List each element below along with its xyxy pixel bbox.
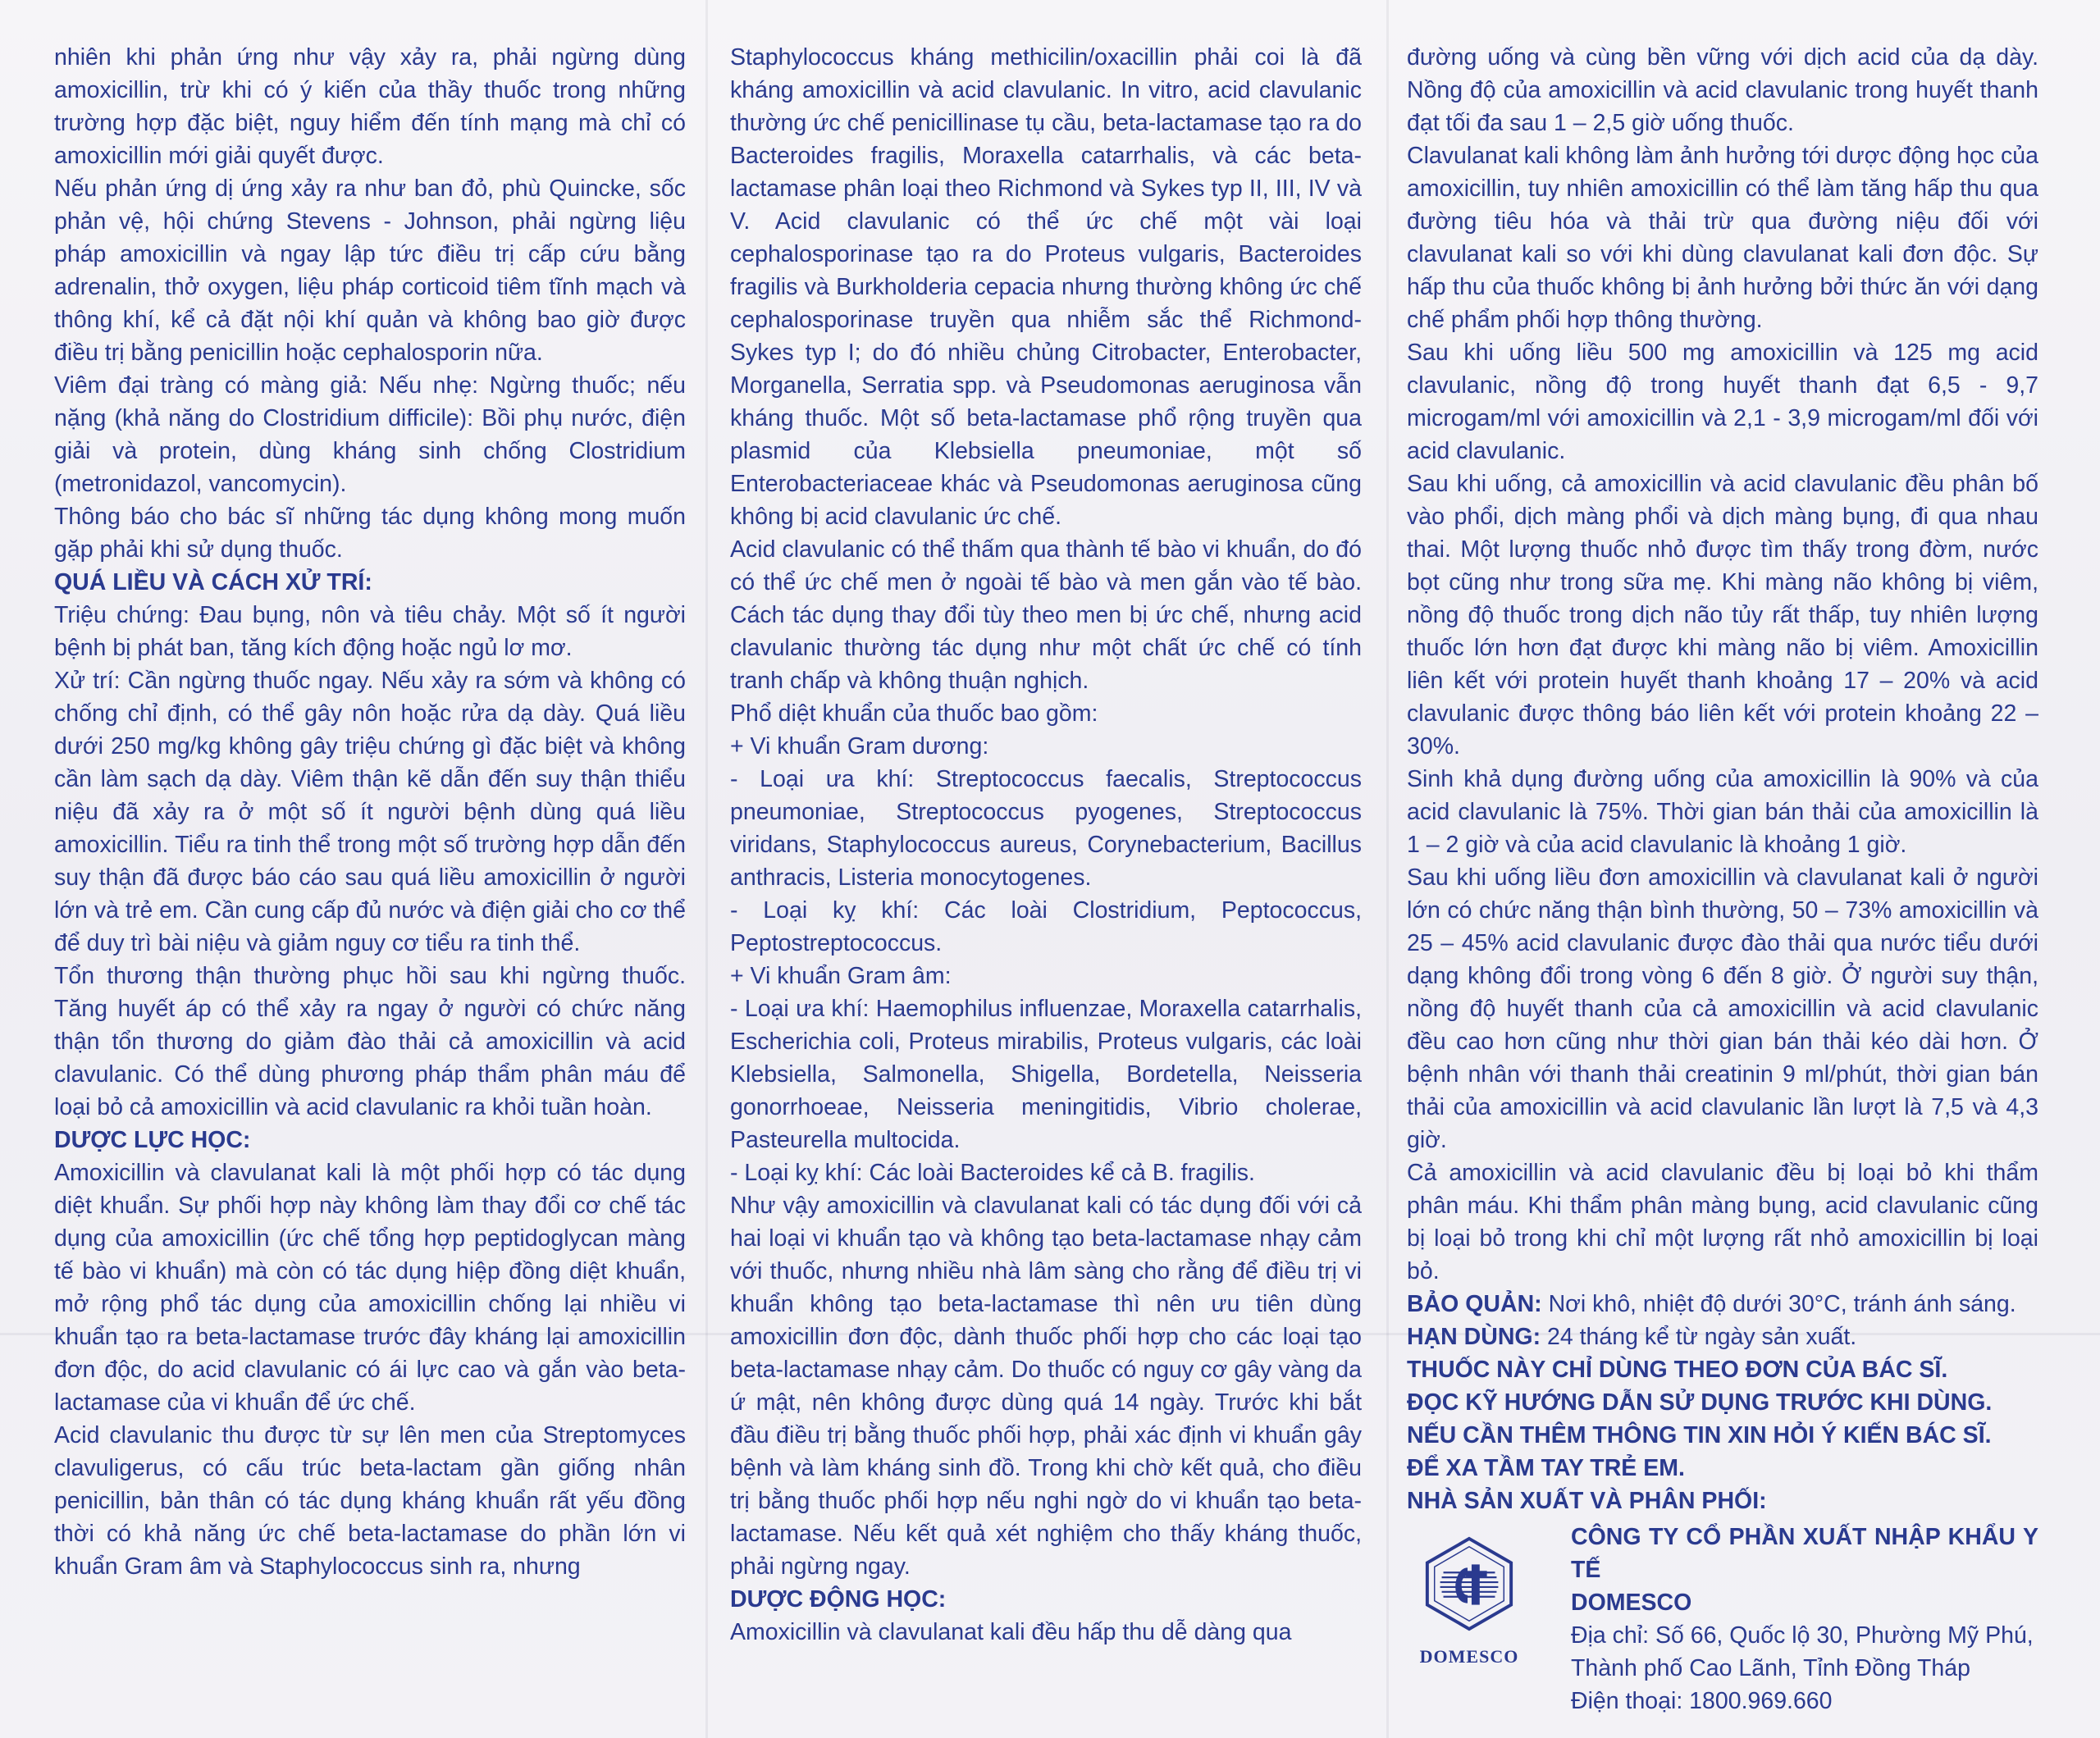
section-heading: QUÁ LIỀU VÀ CÁCH XỬ TRÍ: xyxy=(54,569,372,595)
company-address: Địa chỉ: Số 66, Quốc lộ 30, Phường Mỹ Phú, xyxy=(1571,1622,2034,1649)
paragraph: Sau khi uống, cả amoxicillin và acid clavulanic đều phân bố vào phổi, dịch màng phổi và dịch màng bụng, đi qua nhau thai. Một lượng thuốc nhỏ được tìm thấy trong đờm, nước bọt cũng như trong sữa mẹ. Khi màng não không bị viêm, nồng độ thuốc trong dịch não tủy rất thấp, tuy nhiên lượng thuốc lớn hơn đạt được khi màng não bị viêm. Amoxicillin liên kết với protein huyết thanh khoảng 17 – 20% và acid clavulanic được thông báo liên kết với protein khoảng 22 – 30%. xyxy=(1407,471,2038,760)
paragraph: Triệu chứng: Đau bụng, nôn và tiêu chảy. Một số ít người bệnh bị phát ban, tăng kích động hoặc ngủ lơ mơ. xyxy=(54,602,686,661)
paragraph: - Loại kỵ khí: Các loài Clostridium, Peptococcus, Peptostreptococcus. xyxy=(730,897,1362,956)
company-address: Thành phố Cao Lãnh, Tỉnh Đồng Tháp xyxy=(1571,1655,1970,1681)
company-name-short: DOMESCO xyxy=(1571,1590,1692,1616)
paragraph: Xử trí: Cần ngừng thuốc ngay. Nếu xảy ra sớm và không có chống chỉ định, có thể gây nôn hoặc rửa dạ dày. Quá liều dưới 250 mg/kg không gây triệu chứng gì đặc biệt và không cần làm sạch dạ dày. Viêm thận kẽ dẫn đến suy thận thiểu niệu đã xảy ra ở một số ít người bệnh dùng quá liều amoxicillin. Tiểu ra tinh thể trong một số trường hợp dẫn đến suy thận đã được báo cáo sau quá liều amoxicillin ở người lớn và trẻ em. Cần cung cấp đủ nước và điện giải cho cơ thể để duy trì bài niệu và giảm nguy cơ tiểu ra tinh thể. xyxy=(54,668,686,956)
storage-label: BẢO QUẢN: xyxy=(1407,1291,1542,1317)
domesco-logo-icon xyxy=(1421,1535,1518,1632)
expiry-label: HẠN DÙNG: xyxy=(1407,1324,1541,1350)
paragraph: Sau khi uống liều 500 mg amoxicillin và 125 mg acid clavulanic, nồng độ trong huyết thanh đạt 6,5 - 9,7 microgam/ml với amoxicillin và 2,1 - 3,9 microgam/ml đối với acid clavulanic. xyxy=(1407,340,2038,464)
paragraph: Phổ diệt khuẩn của thuốc bao gồm: xyxy=(730,700,1098,727)
paragraph: Nếu phản ứng dị ứng xảy ra như ban đỏ, phù Quincke, sốc phản vệ, hội chứng Stevens - Johnson, phải ngừng liệu pháp amoxicillin và ngay lập tức điều trị cấp cứu bằng adrenalin, thở oxygen, liệu pháp corticoid tiêm tĩnh mạch và thông khí, kể cả đặt nội khí quản và không bao giờ được điều trị bằng penicillin hoặc cephalosporin nữa. xyxy=(54,176,686,366)
warning-line: NẾU CẦN THÊM THÔNG TIN XIN HỎI Ý KIẾN BÁC SĨ. xyxy=(1407,1422,1992,1448)
manufacturer-heading: NHÀ SẢN XUẤT VÀ PHÂN PHỐI: xyxy=(1407,1488,1767,1514)
fold-line xyxy=(1386,0,1389,1738)
paragraph: Acid clavulanic thu được từ sự lên men của Streptomyces clavuligerus, có cấu trúc beta-lactam gần giống nhân penicillin, bản thân có tác dụng kháng khuẩn rất yếu đồng thời có khả năng ức chế beta-lactamase do phần lớn vi khuẩn Gram âm và Staphylococcus sinh ra, nhưng xyxy=(54,1422,686,1580)
paragraph: - Loại kỵ khí: Các loài Bacteroides kể cả B. fragilis. xyxy=(730,1160,1255,1186)
storage-text: Nơi khô, nhiệt độ dưới 30°C, tránh ánh sáng. xyxy=(1541,1291,2016,1317)
warning-line: THUỐC NÀY CHỈ DÙNG THEO ĐƠN CỦA BÁC SĨ. xyxy=(1407,1357,1948,1383)
paragraph: Thông báo cho bác sĩ những tác dụng không mong muốn gặp phải khi sử dụng thuốc. xyxy=(54,504,686,563)
paragraph: đường uống và cùng bền vững với dịch acid của dạ dày. Nồng độ của amoxicillin và acid clavulanic trong huyết thanh đạt tối đa sau 1 – 2,5 giờ uống thuốc. xyxy=(1407,44,2038,136)
paragraph: nhiên khi phản ứng như vậy xảy ra, phải ngừng dùng amoxicillin, trừ khi có ý kiến của thầy thuốc trong những trường hợp đặc biệt, nguy hiểm đến tính mạng mà chỉ có amoxicillin mới giải quyết được. xyxy=(54,44,686,169)
paragraph: Sinh khả dụng đường uống của amoxicillin là 90% và của acid clavulanic là 75%. Thời gian bán thải của amoxicillin là 1 – 2 giờ và của acid clavulanic là khoảng 1 giờ. xyxy=(1407,766,2038,858)
warning-line: ĐỌC KỸ HƯỚNG DẪN SỬ DỤNG TRƯỚC KHI DÙNG. xyxy=(1407,1389,1993,1416)
section-heading: DƯỢC LỰC HỌC: xyxy=(54,1127,251,1153)
paragraph: Amoxicillin và clavulanat kali đều hấp thu dễ dàng qua xyxy=(730,1619,1292,1645)
paragraph: Amoxicillin và clavulanat kali là một phối hợp có tác dụng diệt khuẩn. Sự phối hợp này không làm thay đổi cơ chế tác dụng của amoxicillin (ức chế tổng hợp peptidoglycan màng tế bào vi khuẩn) mà còn có tác dụng hiệp đồng diệt khuẩn, mở rộng phổ tác dụng của amoxicillin chống lại nhiều vi khuẩn tạo ra beta-lactamase trước đây kháng lại amoxicillin đơn độc, do acid clavulanic có ái lực cao và gắn vào beta-lactamase của vi khuẩn để ức chế. xyxy=(54,1160,686,1416)
company-name: CÔNG TY CỔ PHẦN XUẤT NHẬP KHẨU Y TẾ xyxy=(1571,1524,2038,1583)
paragraph: - Loại ưa khí: Streptococcus faecalis, Streptococcus pneumoniae, Streptococcus pyogenes, Streptococcus viridans, Staphylococcus aureus, Corynebacterium, Bacillus anthracis, Listeria monocytogenes. xyxy=(730,766,1362,891)
paragraph: Viêm đại tràng có màng giả: Nếu nhẹ: Ngừng thuốc; nếu nặng (khả năng do Clostridium difficile): Bồi phụ nước, điện giải và protein, dùng kháng sinh chống Clostridium (metronidazol, vancomycin). xyxy=(54,372,686,497)
pharmacokinetics-text xyxy=(1407,41,2038,1288)
paragraph: Staphylococcus kháng methicilin/oxacillin phải coi là đã kháng amoxicillin và acid clavulanic. In vitro, acid clavulanic thường ức chế penicillinase tụ cầu, beta-lactamase tạo ra do Bacteroides fragilis, Moraxella catarrhalis, và các beta-lactamase phân loại theo Richmond và Sykes typ II, III, IV và V. Acid clavulanic có thể ức chế một vài loại cephalosporinase tạo ra do Proteus vulgaris, Bacteroides fragilis và Burkholderia cepacia nhưng thường không ức chế cephalosporinase truyền qua nhiễm sắc thể Richmond-Sykes typ I; do đó nhiều chủng Citrobacter, Enterobacter, Morganella, Serratia spp. và Pseudomonas aeruginosa vẫn kháng thuốc. Một số beta-lactamase phổ rộng truyền qua plasmid của Klebsiella pneumoniae, một số Enterobacteriaceae khác và Pseudomonas aeruginosa cũng không bị acid clavulanic ức chế. xyxy=(730,44,1362,530)
section-heading: DƯỢC ĐỘNG HỌC: xyxy=(730,1586,947,1613)
paragraph: + Vi khuẩn Gram âm: xyxy=(730,963,952,989)
paragraph: - Loại ưa khí: Haemophilus influenzae, Moraxella catarrhalis, Escherichia coli, Proteus mirabilis, Proteus vulgaris, các loài Klebsiella, Salmonella, Shigella, Bordetella, Neisseria gonorrhoeae, Neisseria meningitidis, Vibrio cholerae, Pasteurella multocida. xyxy=(730,996,1362,1153)
company-phone: Điện thoại: 1800.969.660 xyxy=(1571,1688,1833,1714)
company-block xyxy=(1407,1521,2038,1717)
company-logo xyxy=(1407,1521,1532,1673)
column-2 xyxy=(730,41,1362,1649)
paragraph: Như vậy amoxicillin và clavulanat kali có tác dụng đối với cả hai loại vi khuẩn tạo và không tạo beta-lactamase nhạy cảm với thuốc, nhưng nhiều nhà lâm sàng cho rằng để điều trị vi khuẩn không tạo beta-lactamase thì nên ưu tiên dùng amoxicillin đơn độc, dành thuốc phối hợp cho các loại tạo beta-lactamase nhạy cảm. Do thuốc có nguy cơ gây vàng da ứ mật, nên không được dùng quá 14 ngày. Trước khi bắt đầu điều trị bằng thuốc phối hợp, phải xác định vi khuẩn gây bệnh và làm kháng sinh đồ. Trong khi chờ kết quả, cho điều trị bằng thuốc phối hợp nếu nghi ngờ do vi khuẩn tạo beta-lactamase. Nếu kết quả xét nghiệm cho thấy kháng thuốc, phải ngừng ngay. xyxy=(730,1193,1362,1580)
paragraph: Cả amoxicillin và acid clavulanic đều bị loại bỏ khi thẩm phân máu. Khi thẩm phân màng bụng, acid clavulanic cũng bị loại bỏ trong khi chỉ một lượng rất nhỏ amoxicillin bị loại bỏ. xyxy=(1407,1160,2038,1284)
column-3 xyxy=(1407,41,2038,1717)
logo-text: DOMESCO xyxy=(1419,1646,1519,1667)
company-info xyxy=(1532,1521,2038,1717)
paragraph: + Vi khuẩn Gram dương: xyxy=(730,733,989,760)
paragraph: Acid clavulanic có thể thấm qua thành tế bào vi khuẩn, do đó có thể ức chế men ở ngoài tế bào và men gắn vào tế bào. Cách tác dụng thay đổi tùy theo men bị ức chế, nhưng acid clavulanic thường tác dụng như một chất ức chế có tính tranh chấp và không thuận nghịch. xyxy=(730,536,1362,694)
paragraph: Tổn thương thận thường phục hồi sau khi ngừng thuốc. Tăng huyết áp có thể xảy ra ngay ở người có chức năng thận tổn thương do giảm đào thải cả amoxicillin và acid clavulanic. Có thể dùng phương pháp thẩm phân máu để loại bỏ cả amoxicillin và acid clavulanic ra khỏi tuần hoàn. xyxy=(54,963,686,1120)
storage-line xyxy=(1407,1288,2038,1321)
warning-line: ĐỂ XA TẦM TAY TRẺ EM. xyxy=(1407,1455,1685,1481)
expiry-line xyxy=(1407,1321,2038,1353)
column-1 xyxy=(54,41,686,1583)
paragraph: Clavulanat kali không làm ảnh hưởng tới dược động học của amoxicillin, tuy nhiên amoxicillin có thể làm tăng hấp thu qua đường tiêu hóa và thải trừ qua đường niệu đối với clavulanat kali so với khi dùng clavulanat kali đơn độc. Sự hấp thu của thuốc không bị ảnh hưởng bởi thức ăn với dạng chế phẩm phối hợp thông thường. xyxy=(1407,143,2038,333)
paragraph: Sau khi uống liều đơn amoxicillin và clavulanat kali ở người lớn có chức năng thận bình thường, 50 – 73% amoxicillin và 25 – 45% acid clavulanic được đào thải qua nước tiểu dưới dạng không đổi trong vòng 6 đến 8 giờ. Ở người suy thận, nồng độ huyết thanh của cả amoxicillin và acid clavulanic đều cao hơn cũng như thời gian bán thải kéo dài hơn. Ở bệnh nhân với thanh thải creatinin 9 ml/phút, thời gian bán thải của amoxicillin và acid clavulanic lần lượt là 7,5 và 4,3 giờ. xyxy=(1407,864,2038,1153)
fold-line xyxy=(705,0,708,1738)
expiry-text: 24 tháng kể từ ngày sản xuất. xyxy=(1541,1324,1857,1350)
